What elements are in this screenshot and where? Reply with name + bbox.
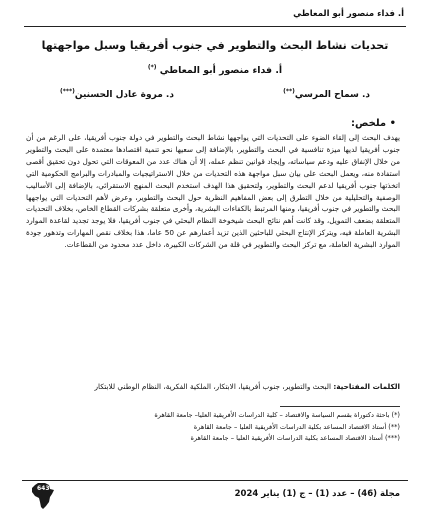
main-author-marker: (*) bbox=[147, 64, 157, 71]
keywords-line bbox=[36, 381, 400, 393]
abstract-text: يهدف البحث إلى إلقاء الضوء على التحديات التي يواجهها نشاط البحث والتطوير في دولة جنوب أفريقيا، على الرغم من أن جنوب أفريقيا لديها ميزة تنافسية في البحث والتطوير، بالإضافة إلى سعيها نحو تنمية اقتصادها معتمدة على البحث والتطوير من خلال الإنفاق عليه ودعم سياساته، وإيجاد قوانين تنظم عمله، إلا أن هناك عدد من المعوقات التي تحول دون تحقيق أقصى استفادة منه، ويعمل البحث على بيان سبل مواجهة هذه التحديات من خلال الاستراتيجيات والمبادرات والبرامج الحكومية التي اتخذتها جنوب أفريقيا لدعم البحث والتطوير، ولتحقيق هذا الهدف استخدم البحث المنهج الاستقرائي، بالإضافة إلى الأساليب الوصفية والتحليلية من خلال التطرق إلى بعض المفاهيم النظرية حول البحث والتطوير، وعرض لأهم التحديات التي يواجهها البحث والتطوير في جنوب أفريقيا، ومنها المرتبط بالكفاءات البشرية، وأخرى متعلقة بشركات القطاع الخاص، بخلاف التحديات المتعلقة بضعف التمويل، وقد كانت أهم نتائج البحث شيخوخة النظام البحثي في جنوب أفريقيا، فلا يوجد تجديد لقاعدة الموارد البشرية العاملة فيه، ويتركز الإنتاج البحثي للباحثين الذين تزيد أعمارهم عن 50 عاما، هذا بخلاف نقص المهارات وتدهور جودة الموارد البشرية العاملة، مع تركز البحث والتطوير في قلة من الشركات الكبيرة، داخل عدد محدود من القطاعات. bbox=[26, 133, 400, 250]
footnote-2: (**) أستاذ الاقتصاد المساعد بكلية الدراسات الأفريقية العليا – جامعة القاهرة bbox=[193, 422, 400, 431]
footnote-1: (*) باحثة دكتوراة بقسم السياسة والاقتصاد – كلية الدراسات الأفريقية العليا– جامعة القاهرة bbox=[154, 411, 400, 419]
journal-issue-info: مجلة (46) – عدد (1) – ج (1) يناير 2024 bbox=[234, 489, 400, 499]
coauthor-marwa bbox=[60, 88, 174, 100]
main-author-name: أ. فداء منصور أبو المعاطي bbox=[159, 65, 283, 77]
footer-divider bbox=[22, 480, 408, 481]
abstract-heading: • ملخص: bbox=[351, 118, 396, 129]
keywords-label: الكلمات المفتاحية: bbox=[333, 382, 400, 391]
coauthor-samah-name: د. سماح المرسي bbox=[294, 90, 370, 100]
running-header-author: أ. فداء منصور أبو المعاطي bbox=[293, 9, 404, 19]
header-divider bbox=[24, 26, 406, 27]
footnote-3: (***) أستاذ الاقتصاد المساعد بكلية الدراسات الأفريقية العليا – جامعة القاهرة bbox=[190, 434, 400, 442]
footnotes bbox=[30, 410, 400, 445]
article-title: تحديات نشاط البحث والتطوير في جنوب أفريقيا وسبل مواجهتها bbox=[41, 39, 389, 52]
main-author bbox=[40, 64, 390, 76]
footnote-divider bbox=[280, 406, 400, 407]
coauthor-samah bbox=[283, 88, 370, 100]
coauthor-samah-marker: (**) bbox=[283, 88, 295, 95]
coauthor-marwa-name: د. مروة عادل الحسنين bbox=[74, 90, 174, 100]
keywords-list: البحث والتطوير، جنوب أفريقيا، الابتكار، الملكية الفكرية، النظام الوطني للابتكار bbox=[94, 382, 332, 391]
coauthor-marwa-marker: (***) bbox=[60, 88, 75, 95]
page-number: 643 bbox=[37, 485, 50, 492]
coauthors bbox=[60, 88, 370, 100]
